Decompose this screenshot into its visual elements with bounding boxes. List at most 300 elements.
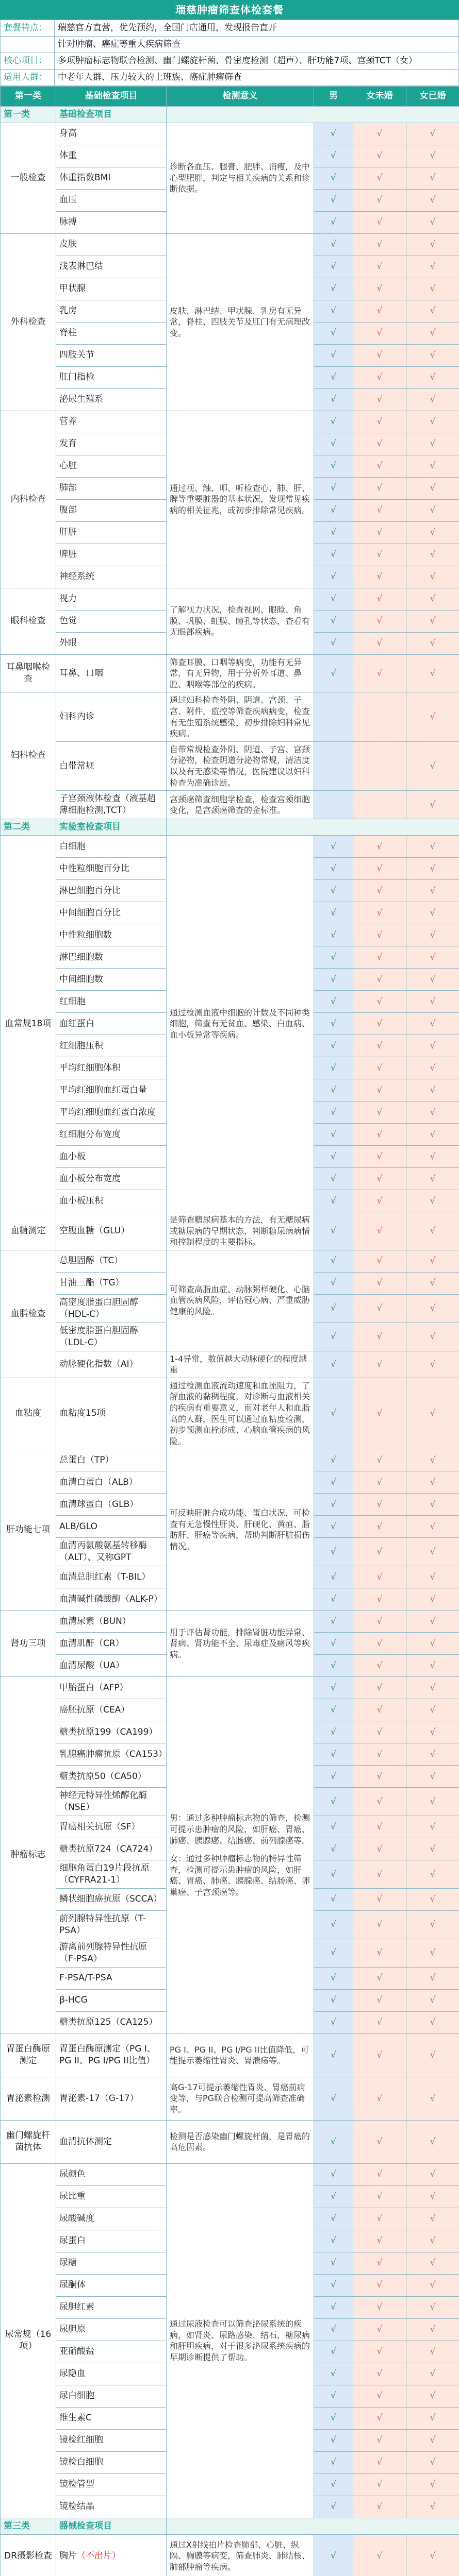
check-mark-icon: √	[331, 1278, 336, 1289]
check-mark-icon: √	[376, 2550, 383, 2561]
check-mark-icon: √	[376, 1151, 383, 1162]
check-mark-icon: √	[331, 1256, 336, 1266]
check-mark-icon: √	[430, 1973, 436, 1984]
check-mark-icon: √	[376, 1256, 383, 1266]
item-cell: 血清尿素（BUN）	[56, 1611, 167, 1633]
info-label	[1, 36, 55, 53]
check-mark-icon: √	[430, 239, 436, 250]
check-mark-icon: √	[430, 1726, 436, 1737]
check-mark-icon: √	[430, 483, 436, 494]
meaning-cell: 是筛查糖尿病基本的方法，有无糖尿病或糖尿病的早期状态，判断糖尿病病情和控制程度的主要指标。	[167, 1212, 314, 1250]
check-mark-icon: √	[376, 2346, 383, 2357]
item-cell: 尿糖	[56, 2252, 167, 2274]
check-cell-female-married	[406, 1168, 459, 1190]
check-mark-icon: √	[331, 416, 336, 427]
check-mark-icon: √	[331, 1995, 336, 2006]
check-mark-icon: √	[331, 2346, 336, 2357]
check-cell-male	[314, 167, 353, 189]
check-mark-icon: √	[430, 1303, 436, 1314]
check-cell-female-unmarried	[353, 1378, 406, 1449]
check-cell-male	[314, 1910, 353, 1939]
item-cell: 血压	[56, 189, 167, 211]
check-cell-female-married	[406, 145, 459, 167]
check-cell-female-married	[406, 2385, 459, 2407]
check-cell-female-married	[406, 344, 459, 366]
check-cell-female-unmarried	[353, 145, 406, 167]
check-cell-female-unmarried	[353, 1272, 406, 1294]
check-cell-male	[314, 366, 353, 388]
tumor-meaning-female: 女：通过多种肿瘤标志物的特异性筛查，检测可提示患肿瘤的风险，如肝癌、胃癌、肺癌、胰腺癌、结肠癌、卵巢癌、子宫颈癌等。	[170, 1854, 310, 1897]
check-cell-female-married	[406, 278, 459, 300]
check-mark-icon: √	[331, 907, 336, 918]
check-mark-icon: √	[376, 1173, 383, 1184]
check-mark-icon: √	[331, 2368, 336, 2379]
page-title: 瑞慈肿瘤筛查体检套餐	[0, 0, 459, 20]
check-mark-icon: √	[331, 1594, 336, 1604]
category-cell: 耳鼻咽喉检查	[1, 654, 56, 692]
check-cell-male	[314, 2385, 353, 2407]
table-row	[1, 2534, 459, 2576]
item-cell: 尿蛋白	[56, 2230, 167, 2252]
info-text: 瑞慈官方直营，优先预约，全国门店通用，发现报告直开	[55, 20, 459, 37]
check-mark-icon: √	[430, 150, 436, 161]
check-cell-female-married	[406, 1677, 459, 1699]
check-mark-icon: √	[376, 2435, 383, 2446]
check-cell-female-unmarried	[353, 2033, 406, 2077]
item-cell: 尿胆原	[56, 2318, 167, 2341]
check-mark-icon: √	[430, 1018, 436, 1029]
check-cell-female-married	[406, 654, 459, 692]
item-cell: 血小板压积	[56, 1190, 167, 1212]
check-mark-icon: √	[430, 328, 436, 338]
check-cell-female-married	[406, 2208, 459, 2230]
check-cell-male	[314, 632, 353, 654]
check-cell-female-married	[406, 2534, 459, 2576]
check-cell-female-married	[406, 521, 459, 544]
item-cell: 中间细胞数	[56, 969, 167, 991]
check-mark-icon: √	[430, 1843, 436, 1854]
check-cell-female-unmarried	[353, 1035, 406, 1057]
check-cell-female-unmarried	[353, 123, 406, 145]
check-mark-icon: √	[430, 306, 436, 316]
check-cell-female-unmarried	[353, 2534, 406, 2576]
check-cell-female-married	[406, 1212, 459, 1250]
check-cell-male	[314, 1677, 353, 1699]
check-cell-female-married	[406, 189, 459, 211]
item-cell: 营养	[56, 411, 167, 433]
table-row	[1, 2163, 459, 2185]
check-mark-icon: √	[430, 863, 436, 874]
check-cell-male	[314, 388, 353, 411]
check-mark-icon: √	[331, 461, 336, 471]
check-cell-female-married	[406, 2363, 459, 2385]
check-mark-icon: √	[430, 929, 436, 940]
check-mark-icon: √	[430, 2235, 436, 2246]
check-mark-icon: √	[331, 2457, 336, 2468]
check-mark-icon: √	[331, 2302, 336, 2313]
check-mark-icon: √	[430, 1594, 436, 1604]
check-cell-female-unmarried	[353, 1351, 406, 1378]
item-cell: 胃蛋白酶原测定（PG I、PG II、PG I/PG II比值）	[56, 2033, 167, 2077]
check-cell-female-married	[406, 2451, 459, 2473]
check-mark-icon: √	[430, 372, 436, 383]
check-cell-male	[314, 2407, 353, 2429]
check-mark-icon: √	[430, 1660, 436, 1671]
item-cell: 心脏	[56, 455, 167, 477]
item-cell: 镜检白细胞	[56, 2451, 167, 2473]
table-row	[1, 692, 459, 741]
check-cell-female-unmarried	[353, 1449, 406, 1471]
check-cell-female-married	[406, 1272, 459, 1294]
check-mark-icon: √	[331, 283, 336, 294]
check-mark-icon: √	[376, 549, 383, 560]
item-cell: 耳鼻、口咽	[56, 654, 167, 692]
check-cell-female-married	[406, 2185, 459, 2208]
check-mark-icon: √	[430, 1359, 436, 1369]
check-mark-icon: √	[331, 952, 336, 962]
check-mark-icon: √	[430, 2457, 436, 2468]
check-mark-icon: √	[376, 1084, 383, 1095]
check-cell-male	[314, 2120, 353, 2163]
check-cell-male	[314, 1888, 353, 1910]
check-cell-female-unmarried	[353, 1888, 406, 1910]
table-row	[1, 1212, 459, 1250]
check-cell-male	[314, 791, 353, 819]
check-cell-male	[314, 2185, 353, 2208]
check-cell-female-unmarried	[353, 189, 406, 211]
check-cell-female-unmarried	[353, 1566, 406, 1588]
check-cell-male	[314, 544, 353, 566]
check-mark-icon: √	[331, 2191, 336, 2202]
check-cell-male	[314, 1566, 353, 1588]
check-cell-female-unmarried	[353, 233, 406, 256]
check-mark-icon: √	[430, 885, 436, 896]
check-mark-icon: √	[331, 2479, 336, 2490]
check-cell-male	[314, 902, 353, 924]
check-mark-icon: √	[430, 1771, 436, 1782]
item-cell: 脊柱	[56, 322, 167, 344]
check-mark-icon: √	[331, 571, 336, 582]
check-mark-icon: √	[430, 2093, 436, 2104]
check-mark-icon: √	[331, 1571, 336, 1582]
check-cell-female-unmarried	[353, 632, 406, 654]
check-mark-icon: √	[430, 2017, 436, 2028]
check-mark-icon: √	[430, 1869, 436, 1879]
check-mark-icon: √	[376, 929, 383, 940]
category-cell: 尿常规（16项）	[1, 2163, 56, 2518]
check-mark-icon: √	[331, 1821, 336, 1832]
check-mark-icon: √	[430, 2258, 436, 2268]
check-cell-female-unmarried	[353, 1168, 406, 1190]
check-mark-icon: √	[376, 2136, 383, 2147]
check-cell-female-married	[406, 477, 459, 499]
check-cell-female-unmarried	[353, 2185, 406, 2208]
check-cell-male	[314, 1035, 353, 1057]
check-cell-female-unmarried	[353, 300, 406, 322]
check-cell-male	[314, 123, 353, 145]
check-mark-icon: √	[376, 2324, 383, 2335]
check-cell-female-married	[406, 610, 459, 632]
check-mark-icon: √	[331, 1973, 336, 1984]
check-mark-icon: √	[430, 195, 436, 206]
check-mark-icon: √	[376, 306, 383, 316]
check-cell-male	[314, 2208, 353, 2230]
check-cell-female-married	[406, 1743, 459, 1766]
check-cell-female-married	[406, 2230, 459, 2252]
check-mark-icon: √	[430, 616, 436, 626]
check-cell-female-unmarried	[353, 411, 406, 433]
check-mark-icon: √	[331, 2169, 336, 2180]
info-label: 适用人群：	[1, 69, 55, 86]
header-female-unmarried: 女未婚	[353, 86, 406, 106]
check-mark-icon: √	[331, 1616, 336, 1626]
check-mark-icon: √	[376, 1843, 383, 1854]
check-mark-icon: √	[376, 2017, 383, 2028]
check-mark-icon: √	[376, 1749, 383, 1759]
check-cell-female-married	[406, 2274, 459, 2296]
check-mark-icon: √	[430, 996, 436, 1007]
check-cell-female-married	[406, 632, 459, 654]
table-row	[1, 123, 459, 145]
check-cell-female-unmarried	[353, 1816, 406, 1838]
check-cell-female-unmarried	[353, 322, 406, 344]
check-cell-female-unmarried	[353, 1057, 406, 1079]
check-cell-male	[314, 858, 353, 880]
item-cell: 血清碱性磷酸酶（ALK-P）	[56, 1588, 167, 1611]
check-mark-icon: √	[331, 2213, 336, 2224]
check-mark-icon: √	[430, 638, 436, 649]
item-cell: 鳞状细胞癌抗原（SCCA）	[56, 1888, 167, 1910]
item-cell: 尿比重	[56, 2185, 167, 2208]
check-cell-female-married	[406, 2252, 459, 2274]
check-cell-female-unmarried	[353, 544, 406, 566]
check-mark-icon: √	[430, 1062, 436, 1073]
check-mark-icon: √	[430, 2191, 436, 2202]
check-cell-female-unmarried	[353, 1655, 406, 1677]
check-mark-icon: √	[331, 841, 336, 852]
check-cell-female-unmarried	[353, 2473, 406, 2496]
check-mark-icon: √	[376, 195, 383, 206]
check-mark-icon: √	[376, 1638, 383, 1649]
check-cell-male	[314, 344, 353, 366]
check-cell-male	[314, 2033, 353, 2077]
check-cell-female-unmarried	[353, 1860, 406, 1889]
check-cell-female-married	[406, 1910, 459, 1939]
section-row	[1, 819, 459, 836]
item-cell: 神经系统	[56, 566, 167, 588]
check-cell-female-unmarried	[353, 1721, 406, 1743]
check-cell-female-married	[406, 211, 459, 233]
check-mark-icon: √	[376, 527, 383, 538]
check-mark-icon: √	[376, 283, 383, 294]
check-mark-icon: √	[376, 1594, 383, 1604]
section-fill	[167, 819, 459, 836]
item-cell: 红细胞	[56, 991, 167, 1013]
check-cell-female-unmarried	[353, 2496, 406, 2518]
item-cell: 肺部	[56, 477, 167, 499]
check-mark-icon: √	[430, 2479, 436, 2490]
item-cell: ALB/GLO	[56, 1516, 167, 1538]
info-text: 针对肿瘤、癌症等重大疾病筛查	[55, 36, 459, 53]
check-mark-icon: √	[331, 996, 336, 1007]
check-cell-female-married	[406, 836, 459, 858]
meaning-cell: 诊断各血压、腿膏、肥胖、消瘦，及中心型肥胖，判定与相关疾病的关系和诊断依据。	[167, 123, 314, 233]
check-mark-icon: √	[376, 1521, 383, 1532]
item-cell: 中性粒细胞数	[56, 924, 167, 946]
item-name: 胸片	[59, 2550, 77, 2561]
category-cell: 胃泌素检测	[1, 2077, 56, 2120]
item-cell	[56, 2534, 167, 2576]
check-mark-icon: √	[331, 2280, 336, 2291]
item-cell: 糖类抗原125（CA125）	[56, 2011, 167, 2033]
check-cell-male	[314, 2534, 353, 2576]
check-mark-icon: √	[430, 1408, 436, 1419]
info-label: 套餐特点：	[1, 20, 55, 37]
meaning-cell: 通过检测血液流动速度和血流阻力，了解血液的黏稠程度，对诊断与血液相关的疾病有重要意义，而对老年人和血脂高的人群，医生可以通过血粘度检测，初步预测血栓形成、心脑血管疾病的风险。	[167, 1378, 314, 1449]
check-mark-icon: √	[376, 394, 383, 405]
check-cell-female-unmarried	[353, 902, 406, 924]
item-cell: 糖类抗原199（CA199）	[56, 1721, 167, 1743]
check-mark-icon: √	[430, 1151, 436, 1162]
check-cell-female-married	[406, 1655, 459, 1677]
check-cell-female-married	[406, 858, 459, 880]
check-mark-icon: √	[376, 1919, 383, 1930]
meaning-cell: 用于评估肾功能，排除肾脏功能异常、肾病、肾功能不全、尿毒症及痛风等疾病。	[167, 1611, 314, 1677]
check-mark-icon: √	[331, 1499, 336, 1510]
check-cell-female-unmarried	[353, 791, 406, 819]
check-mark-icon: √	[376, 128, 383, 139]
check-mark-icon: √	[430, 1638, 436, 1649]
table-row	[1, 2120, 459, 2163]
check-cell-female-married	[406, 991, 459, 1013]
check-mark-icon: √	[331, 1040, 336, 1051]
check-cell-female-unmarried	[353, 1250, 406, 1272]
check-mark-icon: √	[376, 863, 383, 874]
item-cell: 血清总胆红素（T-BIL）	[56, 1566, 167, 1588]
item-cell: 游离前列腺特异性抗原（F-PSA）	[56, 1939, 167, 1967]
check-mark-icon: √	[331, 1408, 336, 1419]
check-mark-icon: √	[376, 483, 383, 494]
check-cell-female-married	[406, 1838, 459, 1860]
check-cell-female-unmarried	[353, 521, 406, 544]
check-cell-female-unmarried	[353, 1939, 406, 1967]
check-mark-icon: √	[376, 2169, 383, 2180]
item-cell: 胃泌素-17（G-17）	[56, 2077, 167, 2120]
check-mark-icon: √	[376, 1062, 383, 1073]
check-cell-female-unmarried	[353, 880, 406, 902]
meaning-cell: 可反映肝脏合成功能、蛋白状况，可检查有无急慢性肝炎、肝硬化、黄疸、脂肪肝、肝癌等疾病，帮助判断肝脏损伤情况。	[167, 1449, 314, 1611]
check-mark-icon: √	[430, 1571, 436, 1582]
item-cell: 细胞角蛋白19片段抗原（CYFRA21-1）	[56, 1860, 167, 1889]
check-cell-female-unmarried	[353, 588, 406, 610]
check-cell-male	[314, 2429, 353, 2451]
check-cell-male	[314, 1967, 353, 1989]
meaning-cell: 通过妇科检查外阴、阴道、宫颈、子宫、附件，监控等筛查疾病病变，检查有无生殖系统感染，初步排除妇科常见疾病。	[167, 692, 314, 741]
check-cell-female-married	[406, 1939, 459, 1967]
check-mark-icon: √	[376, 2093, 383, 2104]
check-mark-icon: √	[430, 2280, 436, 2291]
check-cell-female-married	[406, 924, 459, 946]
check-mark-icon: √	[376, 2457, 383, 2468]
check-cell-male	[314, 1323, 353, 1351]
section-row	[1, 106, 459, 123]
check-mark-icon: √	[376, 1869, 383, 1879]
check-mark-icon: √	[331, 1749, 336, 1759]
check-cell-female-married	[406, 167, 459, 189]
check-mark-icon: √	[331, 128, 336, 139]
check-cell-male	[314, 2274, 353, 2296]
check-cell-male	[314, 924, 353, 946]
check-cell-female-married	[406, 433, 459, 455]
check-mark-icon: √	[331, 1084, 336, 1095]
check-cell-female-unmarried	[353, 2163, 406, 2185]
item-cell: 平均红细胞血红蛋白量	[56, 1079, 167, 1101]
check-mark-icon: √	[331, 394, 336, 405]
check-cell-male	[314, 300, 353, 322]
category-cell: 内科检查	[1, 411, 56, 588]
check-cell-female-married	[406, 1378, 459, 1449]
check-cell-male	[314, 1079, 353, 1101]
check-cell-male	[314, 1101, 353, 1124]
check-cell-male	[314, 1146, 353, 1168]
check-mark-icon: √	[376, 1040, 383, 1051]
category-cell: 眼科检查	[1, 588, 56, 654]
item-cell: 红细胞压积	[56, 1035, 167, 1057]
check-mark-icon: √	[430, 2136, 436, 2147]
info-text: 中老年人群、压力较大的上班族、癌症肿瘤筛查	[55, 69, 459, 86]
check-cell-female-married	[406, 455, 459, 477]
section-row	[1, 2518, 459, 2534]
check-cell-female-married	[406, 1079, 459, 1101]
meaning-cell: 自带常规检查外阴、阴道、子宫、宫颈分泌物，检查阴道分泌物常规，清洁度以及有无感染等情况，医院建议以妇科检查为准确诊断。	[167, 741, 314, 790]
check-mark-icon: √	[376, 2258, 383, 2268]
check-mark-icon: √	[331, 483, 336, 494]
check-mark-icon: √	[376, 1571, 383, 1582]
check-mark-icon: √	[376, 638, 383, 649]
check-cell-male	[314, 1721, 353, 1743]
check-mark-icon: √	[430, 438, 436, 449]
check-mark-icon: √	[430, 2346, 436, 2357]
item-cell: 妇科内诊	[56, 692, 167, 741]
item-cell: 腹部	[56, 499, 167, 521]
item-cell: 前列腺特异性抗原（T-PSA）	[56, 1910, 167, 1939]
check-mark-icon: √	[376, 461, 383, 471]
check-cell-female-unmarried	[353, 2318, 406, 2341]
check-cell-female-married	[406, 2473, 459, 2496]
check-mark-icon: √	[376, 1947, 383, 1958]
check-cell-female-married	[406, 1471, 459, 1494]
check-cell-male	[314, 654, 353, 692]
check-mark-icon: √	[376, 1225, 383, 1236]
check-mark-icon: √	[331, 1359, 336, 1369]
check-mark-icon: √	[376, 438, 383, 449]
check-cell-female-married	[406, 1816, 459, 1838]
item-cell: 癌胚抗原（CEA）	[56, 1699, 167, 1721]
check-mark-icon: √	[376, 505, 383, 516]
item-cell: 肛门指检	[56, 366, 167, 388]
item-cell: 血红蛋白	[56, 1013, 167, 1035]
check-mark-icon: √	[376, 1408, 383, 1419]
check-mark-icon: √	[331, 1704, 336, 1715]
item-cell: 尿酸碱度	[56, 2208, 167, 2230]
check-mark-icon: √	[376, 2280, 383, 2291]
check-cell-male	[314, 1538, 353, 1566]
item-cell: 乳房	[56, 300, 167, 322]
check-mark-icon: √	[331, 217, 336, 228]
item-cell: 糖类抗原724（CA724）	[56, 1838, 167, 1860]
table-row	[1, 791, 459, 819]
check-mark-icon: √	[331, 1919, 336, 1930]
